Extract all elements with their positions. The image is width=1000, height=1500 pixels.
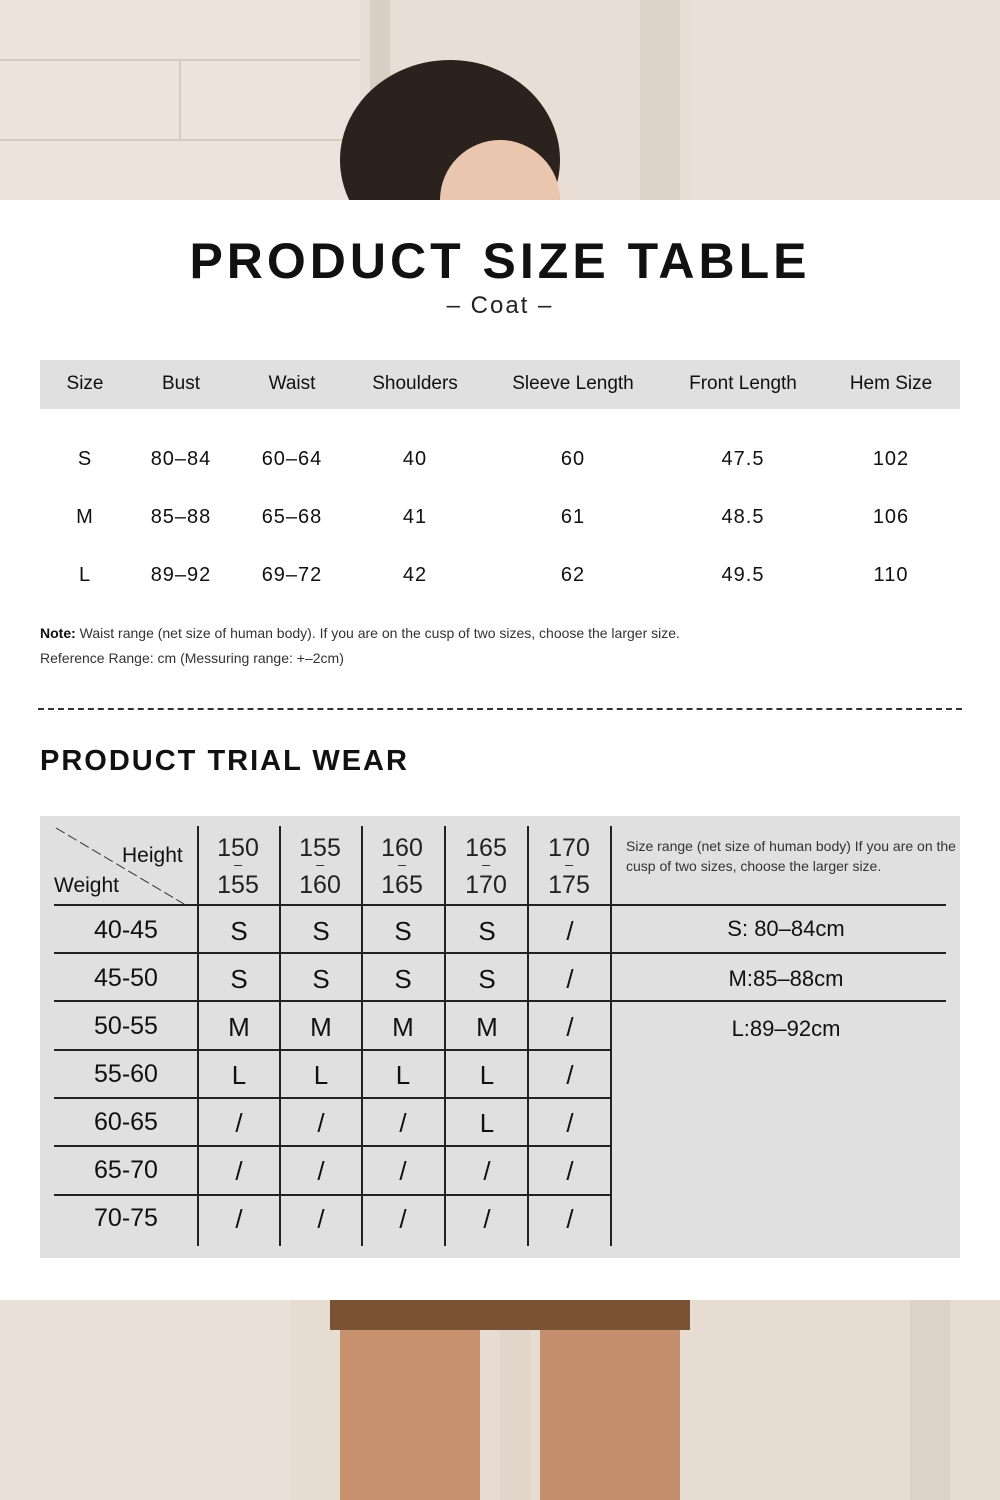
trial-cell: S — [312, 964, 330, 994]
size-table-header — [40, 360, 960, 409]
trial-cell: / — [317, 1204, 325, 1234]
weight-label: 70-75 — [94, 1204, 158, 1232]
trial-wear-title: PRODUCT TRIAL WEAR — [40, 745, 409, 777]
grid-line — [54, 1097, 611, 1099]
grid-line — [527, 826, 529, 1246]
row-s-size: S — [77, 448, 93, 470]
height-range: 155 160 — [299, 834, 341, 899]
height-range: 150 155 — [217, 834, 259, 899]
header-waist: Waist — [268, 373, 316, 394]
trial-cell: L — [231, 1060, 247, 1090]
header-front-length: Front Length — [689, 373, 797, 394]
row-s-front: 47.5 — [721, 448, 765, 470]
corner-weight-label: Weight — [54, 874, 119, 897]
grid-line — [54, 1194, 611, 1196]
trial-cell: S — [394, 916, 412, 946]
trial-cell: / — [399, 1204, 407, 1234]
corner-height-label: Height — [122, 844, 183, 867]
row-l-size: L — [78, 564, 92, 586]
trial-cell: / — [399, 1108, 407, 1138]
trial-cell: / — [566, 1012, 574, 1042]
row-m-waist: 65–68 — [261, 506, 323, 528]
weight-label: 40-45 — [94, 916, 158, 944]
height-range: 170 175 — [548, 834, 590, 899]
row-l-bust: 89–92 — [150, 564, 212, 586]
trial-cell: L — [395, 1060, 411, 1090]
row-m-size: M — [76, 506, 94, 528]
page-subtitle: – Coat – — [446, 292, 554, 319]
row-m-front: 48.5 — [721, 506, 765, 528]
row-s-shoulders: 40 — [402, 448, 428, 470]
trial-cell: S — [478, 964, 496, 994]
row-l-front: 49.5 — [721, 564, 765, 586]
note-label: Note: — [40, 625, 76, 641]
trial-cell: / — [235, 1108, 243, 1138]
row-l-sleeve: 62 — [560, 564, 586, 586]
trial-cell: / — [235, 1156, 243, 1186]
grid-line — [54, 1049, 611, 1051]
grid-line — [444, 826, 446, 1246]
row-l-waist: 69–72 — [261, 564, 323, 586]
header-sleeve-length: Sleeve Length — [512, 373, 634, 394]
trial-wear-table — [40, 816, 960, 1258]
header-bust: Bust — [161, 373, 201, 394]
side-size-l: L:89–92cm — [731, 1016, 841, 1041]
trial-cell: / — [317, 1108, 325, 1138]
trial-cell: / — [566, 1204, 574, 1234]
size-chart-card — [0, 200, 1000, 1300]
side-size-s: S: 80–84cm — [727, 916, 845, 941]
row-m-shoulders: 41 — [402, 506, 428, 528]
trial-cell: / — [566, 1060, 574, 1090]
grid-line — [54, 1145, 611, 1147]
row-m-sleeve: 61 — [560, 506, 586, 528]
trial-cell: M — [228, 1012, 250, 1042]
grid-line — [361, 826, 363, 1246]
trial-cell: / — [483, 1204, 491, 1234]
trial-cell: L — [313, 1060, 329, 1090]
weight-label: 60-65 — [94, 1108, 158, 1136]
trial-cell: / — [317, 1156, 325, 1186]
row-s-sleeve: 60 — [560, 448, 586, 470]
note-text: Waist range (net size of human body). If you are on the cusp of two sizes, choose the larger size. — [79, 625, 680, 641]
reference-range: Reference Range: cm (Messuring range: +–2cm) — [40, 650, 344, 666]
trial-cell: / — [566, 964, 574, 994]
row-m-bust: 85–88 — [150, 506, 212, 528]
header-shoulders: Shoulders — [372, 373, 458, 394]
weight-label: 50-55 — [94, 1012, 158, 1040]
page-title: PRODUCT SIZE TABLE — [189, 233, 811, 289]
weight-label: 45-50 — [94, 964, 158, 992]
trial-cell: M — [310, 1012, 332, 1042]
grid-line — [54, 1000, 946, 1002]
section-divider — [38, 708, 962, 710]
grid-line — [197, 826, 199, 1246]
trial-cell: / — [566, 1156, 574, 1186]
trial-cell: / — [399, 1156, 407, 1186]
grid-line — [54, 952, 946, 954]
trial-cell: / — [566, 916, 574, 946]
trial-cell: L — [479, 1108, 495, 1138]
height-range: 165 170 — [465, 834, 507, 899]
grid-line — [279, 826, 281, 1246]
weight-label: 55-60 — [94, 1060, 158, 1088]
side-size-m: M:85–88cm — [728, 966, 844, 991]
trial-cell: / — [235, 1204, 243, 1234]
size-note — [40, 625, 680, 641]
trial-cell: S — [230, 964, 248, 994]
trial-cell: M — [476, 1012, 498, 1042]
trial-cell: M — [392, 1012, 414, 1042]
trial-cell: / — [566, 1108, 574, 1138]
trial-cell: S — [478, 916, 496, 946]
row-m-hem: 106 — [872, 506, 910, 528]
trial-cell: S — [394, 964, 412, 994]
trial-cell: L — [479, 1060, 495, 1090]
trial-cell: S — [312, 916, 330, 946]
height-range: 160 165 — [381, 834, 423, 899]
trial-cell: / — [483, 1156, 491, 1186]
size-range-note: Size range (net size of human body) If you are on the cusp of two sizes, choose the larger size. — [626, 838, 956, 874]
grid-line — [610, 826, 612, 1246]
row-l-shoulders: 42 — [402, 564, 428, 586]
trial-cell: S — [230, 916, 248, 946]
header-hem-size: Hem Size — [849, 373, 933, 394]
row-s-hem: 102 — [872, 448, 910, 470]
row-s-waist: 60–64 — [261, 448, 323, 470]
header-size: Size — [66, 373, 104, 394]
weight-label: 65-70 — [94, 1156, 158, 1184]
row-s-bust: 80–84 — [150, 448, 212, 470]
grid-line — [54, 904, 946, 906]
row-l-hem: 110 — [873, 564, 909, 586]
